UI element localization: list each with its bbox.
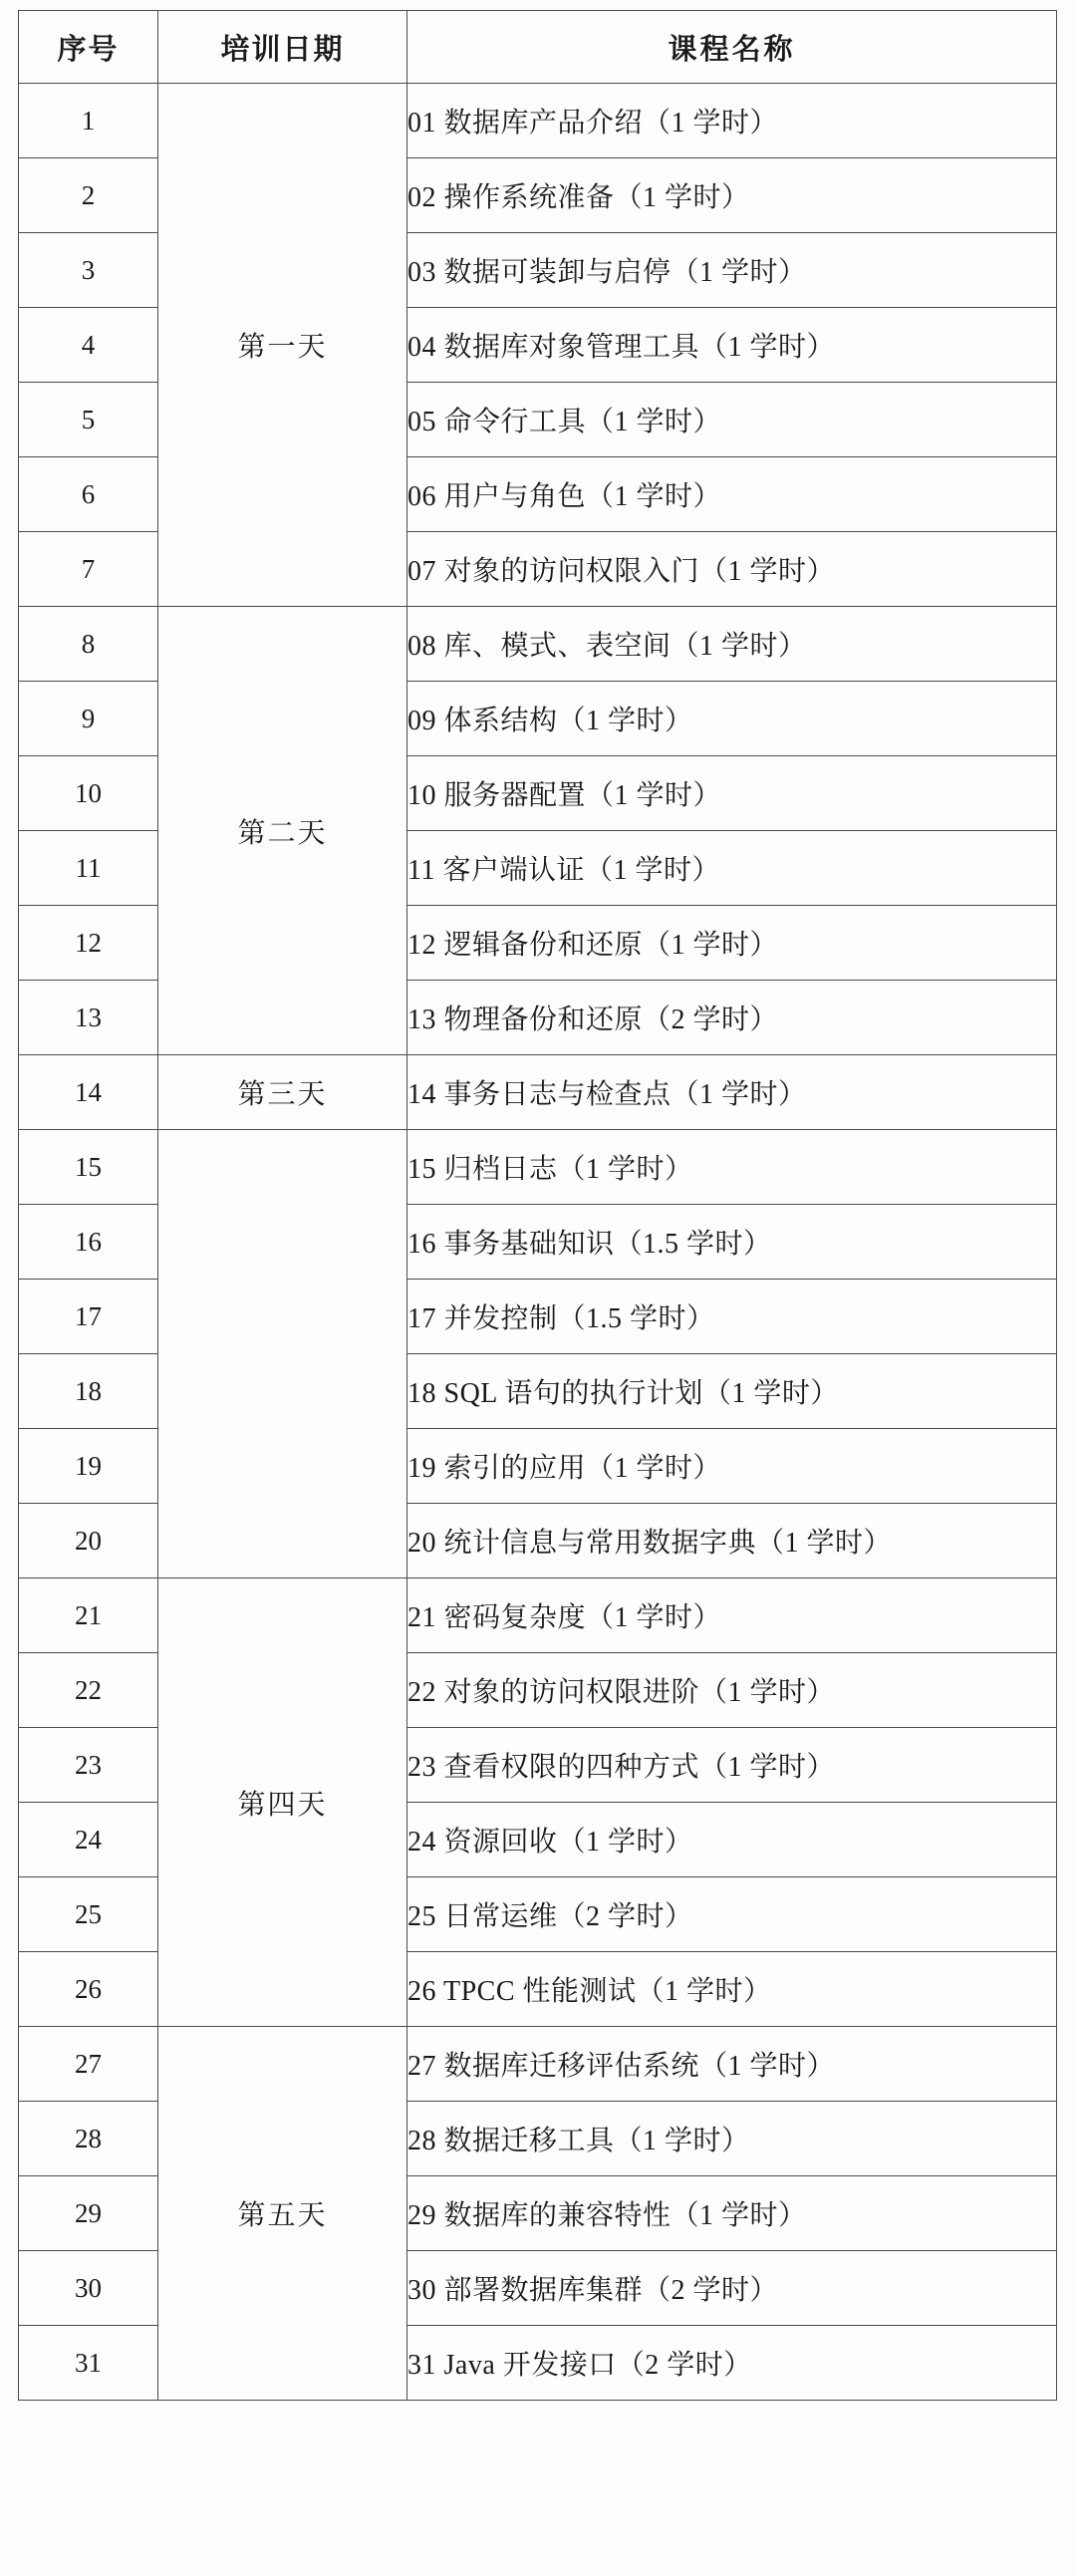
row-number-cell: 31 — [19, 2326, 158, 2401]
course-name-cell: 19 索引的应用（1 学时） — [407, 1429, 1057, 1504]
table-row — [19, 1578, 1057, 1653]
row-number-cell: 12 — [19, 906, 158, 981]
course-name-cell: 11 客户端认证（1 学时） — [407, 831, 1057, 906]
row-number-cell: 25 — [19, 1877, 158, 1952]
training-day-cell: 第四天 — [158, 1578, 407, 2027]
table-row — [19, 84, 1057, 158]
row-number-cell: 27 — [19, 2027, 158, 2102]
table-header — [19, 11, 1057, 84]
course-name-cell: 28 数据迁移工具（1 学时） — [407, 2102, 1057, 2176]
row-number-cell: 24 — [19, 1803, 158, 1877]
column-header-no: 序号 — [19, 11, 158, 84]
row-number-cell: 11 — [19, 831, 158, 906]
table-row — [19, 607, 1057, 682]
course-name-cell: 14 事务日志与检查点（1 学时） — [407, 1055, 1057, 1130]
row-number-cell: 26 — [19, 1952, 158, 2027]
course-name-cell: 17 并发控制（1.5 学时） — [407, 1280, 1057, 1354]
row-number-cell: 14 — [19, 1055, 158, 1130]
course-name-cell: 08 库、模式、表空间（1 学时） — [407, 607, 1057, 682]
row-number-cell: 8 — [19, 607, 158, 682]
course-name-cell: 06 用户与角色（1 学时） — [407, 457, 1057, 532]
course-name-cell: 23 查看权限的四种方式（1 学时） — [407, 1728, 1057, 1803]
course-name-cell: 05 命令行工具（1 学时） — [407, 383, 1057, 457]
row-number-cell: 5 — [19, 383, 158, 457]
course-name-cell: 02 操作系统准备（1 学时） — [407, 158, 1057, 233]
course-name-cell: 10 服务器配置（1 学时） — [407, 756, 1057, 831]
course-name-cell: 22 对象的访问权限进阶（1 学时） — [407, 1653, 1057, 1728]
table-row — [19, 2027, 1057, 2102]
row-number-cell: 21 — [19, 1578, 158, 1653]
row-number-cell: 29 — [19, 2176, 158, 2251]
row-number-cell: 7 — [19, 532, 158, 607]
row-number-cell: 23 — [19, 1728, 158, 1803]
course-name-cell: 01 数据库产品介绍（1 学时） — [407, 84, 1057, 158]
row-number-cell: 6 — [19, 457, 158, 532]
row-number-cell: 30 — [19, 2251, 158, 2326]
table-row — [19, 1130, 1057, 1205]
row-number-cell: 19 — [19, 1429, 158, 1504]
row-number-cell: 16 — [19, 1205, 158, 1280]
course-name-cell: 18 SQL 语句的执行计划（1 学时） — [407, 1354, 1057, 1429]
course-name-cell: 15 归档日志（1 学时） — [407, 1130, 1057, 1205]
course-name-cell: 27 数据库迁移评估系统（1 学时） — [407, 2027, 1057, 2102]
course-name-cell: 16 事务基础知识（1.5 学时） — [407, 1205, 1057, 1280]
row-number-cell: 2 — [19, 158, 158, 233]
course-name-cell: 04 数据库对象管理工具（1 学时） — [407, 308, 1057, 383]
training-day-cell: 第五天 — [158, 2027, 407, 2401]
course-name-cell: 03 数据可装卸与启停（1 学时） — [407, 233, 1057, 308]
course-name-cell: 07 对象的访问权限入门（1 学时） — [407, 532, 1057, 607]
row-number-cell: 18 — [19, 1354, 158, 1429]
row-number-cell: 13 — [19, 981, 158, 1055]
training-day-cell: 第三天 — [158, 1055, 407, 1130]
course-name-cell: 21 密码复杂度（1 学时） — [407, 1578, 1057, 1653]
course-name-cell: 29 数据库的兼容特性（1 学时） — [407, 2176, 1057, 2251]
training-day-cell: 第二天 — [158, 607, 407, 1055]
column-header-course-name: 课程名称 — [407, 11, 1057, 84]
row-number-cell: 4 — [19, 308, 158, 383]
row-number-cell: 10 — [19, 756, 158, 831]
course-name-cell: 30 部署数据库集群（2 学时） — [407, 2251, 1057, 2326]
course-name-cell: 24 资源回收（1 学时） — [407, 1803, 1057, 1877]
row-number-cell: 17 — [19, 1280, 158, 1354]
course-schedule-table — [18, 10, 1057, 2401]
course-name-cell: 26 TPCC 性能测试（1 学时） — [407, 1952, 1057, 2027]
row-number-cell: 1 — [19, 84, 158, 158]
course-name-cell: 20 统计信息与常用数据字典（1 学时） — [407, 1504, 1057, 1578]
row-number-cell: 28 — [19, 2102, 158, 2176]
column-header-day: 培训日期 — [158, 11, 407, 84]
row-number-cell: 20 — [19, 1504, 158, 1578]
table-row — [19, 1055, 1057, 1130]
course-name-cell: 31 Java 开发接口（2 学时） — [407, 2326, 1057, 2401]
row-number-cell: 15 — [19, 1130, 158, 1205]
table-header-row — [19, 11, 1057, 84]
course-name-cell: 13 物理备份和还原（2 学时） — [407, 981, 1057, 1055]
training-day-cell — [158, 1130, 407, 1578]
row-number-cell: 3 — [19, 233, 158, 308]
course-name-cell: 09 体系结构（1 学时） — [407, 682, 1057, 756]
course-name-cell: 25 日常运维（2 学时） — [407, 1877, 1057, 1952]
training-day-cell: 第一天 — [158, 84, 407, 607]
row-number-cell: 9 — [19, 682, 158, 756]
course-name-cell: 12 逻辑备份和还原（1 学时） — [407, 906, 1057, 981]
row-number-cell: 22 — [19, 1653, 158, 1728]
table-body — [19, 84, 1057, 2401]
